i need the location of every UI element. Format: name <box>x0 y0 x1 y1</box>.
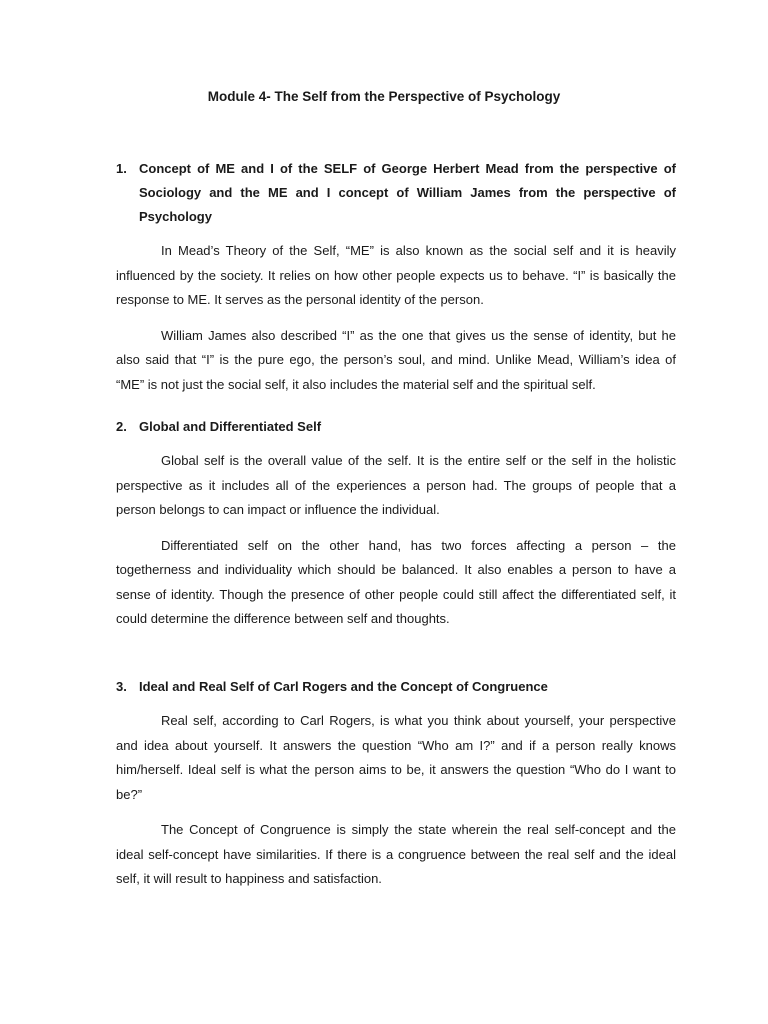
paragraph: Global self is the overall value of the self. It is the entire self or the self in the holistic perspective as it includes all of the experiences a person had. The groups of people that a person belongs to can impact or influence the individual. <box>116 453 676 517</box>
section-number: 3. <box>116 679 127 694</box>
section-3 <box>116 675 676 892</box>
section-number: 2. <box>116 419 127 434</box>
paragraph: In Mead’s Theory of the Self, “ME” is also known as the social self and it is heavily influenced by the society. It relies on how other people expects us to behave. “I” is basically the response to ME. It serves as the personal identity of the person. <box>116 243 676 307</box>
section-heading-text: Global and Differentiated Self <box>139 419 322 434</box>
section-heading <box>116 415 676 439</box>
section-heading-text: Ideal and Real Self of Carl Rogers and the Concept of Congruence <box>139 679 548 694</box>
section-heading-text: Concept of ME and I of the SELF of George Herbert Mead from the perspective of Sociology and the ME and I concept of William James from the perspective of Psychology <box>139 161 676 224</box>
section-heading <box>116 157 676 229</box>
paragraph: Differentiated self on the other hand, has two forces affecting a person – the togetherness and individuality which should be balanced. It also enables a person to have a sense of identity. Though the presence of other people could still affect the differentiated self, it could determine the difference between self and thoughts. <box>116 537 676 626</box>
section-1 <box>116 157 676 397</box>
section-number: 1. <box>116 161 127 176</box>
document-title: Module 4- The Self from the Perspective of Psychology <box>207 89 561 104</box>
paragraph: The Concept of Congruence is simply the state wherein the real self-concept and the ideal self-concept have similarities. If there is a congruence between the real self and the ideal self, it will result to happiness and satisfaction. <box>116 822 676 886</box>
paragraph: Real self, according to Carl Rogers, is what you think about yourself, your perspective and idea about yourself. It answers the question “Who am I?” and if a person really knows him/herself. Ideal self is what the person aims to be, it answers the question “Who do I want to be?” <box>116 713 676 802</box>
section-heading <box>116 675 676 699</box>
section-2 <box>116 415 676 632</box>
paragraph: William James also described “I” as the one that gives us the sense of identity, but he also said that “I” is the pure ego, the person’s soul, and mind. Unlike Mead, William’s idea of “ME” is not just the social self, it also includes the material self and the spiritual self. <box>116 327 676 392</box>
